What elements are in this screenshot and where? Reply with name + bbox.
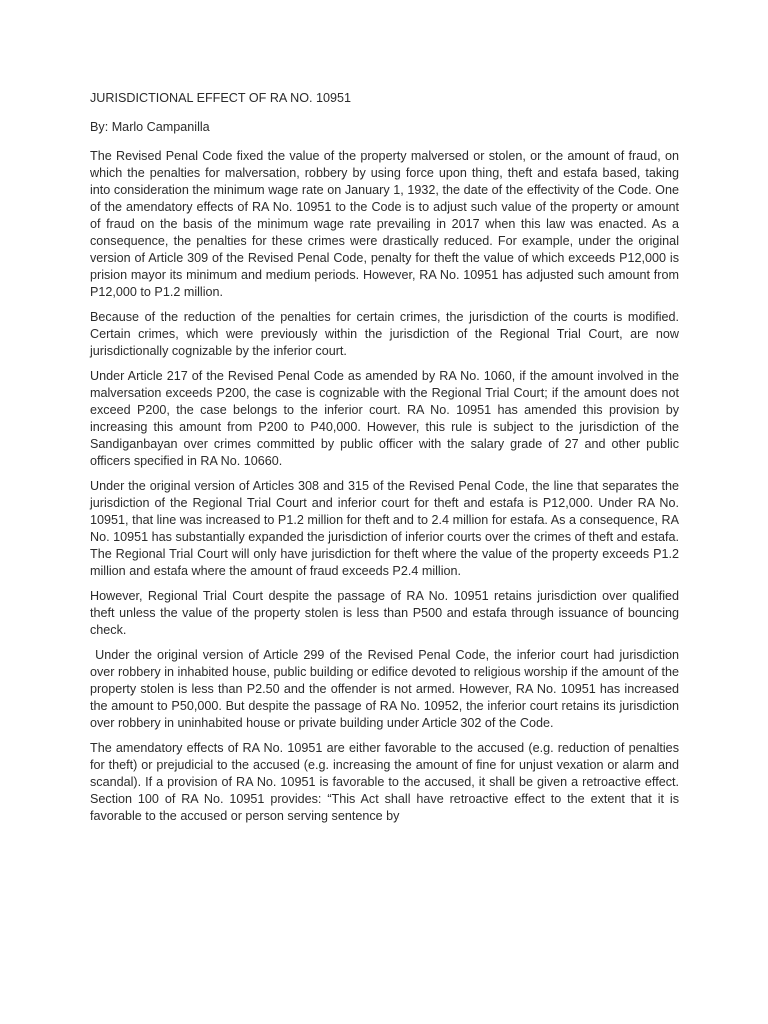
document-title: JURISDICTIONAL EFFECT OF RA NO. 10951 (90, 91, 352, 105)
paragraph-2: Because of the reduction of the penalties for certain crimes, the jurisdiction of the courts is modified. Certain crimes, which were previously within the jurisdiction of the Regional Trial Court, are now jurisdictionally cognizable by the inferior court. (90, 310, 679, 358)
paragraph-4: Under the original version of Articles 308 and 315 of the Revised Penal Code, the line that separates the jurisdiction of the Regional Trial Court and inferior court for theft and estafa is P12,000. Under RA No. 10951, that line was increased to P1.2 million for theft and to 2.4 million for estafa. As a consequence, RA No. 10951 has substantially expanded the jurisdiction of inferior courts over the crimes of theft and estafa. The Regional Trial Court will only have jurisdiction for theft where the value of the property exceeds P1.2 million and estafa where the amount of fraud exceeds P2.4 million. (90, 479, 679, 578)
paragraph-5: However, Regional Trial Court despite the passage of RA No. 10951 retains jurisdiction over qualified theft unless the value of the property stolen is less than P500 and estafa through issuance of bouncing check. (90, 589, 679, 637)
paragraph-6: Under the original version of Article 299 of the Revised Penal Code, the inferior court had jurisdiction over robbery in inhabited house, public building or edifice devoted to religious worship if the amount of the property stolen is less than P2.50 and the offender is not armed. However, RA No. 10951 has increased the amount to P50,000. But despite the passage of RA No. 10952, the inferior court retains its jurisdiction over robbery in uninhabited house or private building under Article 302 of the Code. (90, 648, 683, 730)
paragraph-3: Under Article 217 of the Revised Penal Code as amended by RA No. 1060, if the amount involved in the malversation exceeds P200, the case is cognizable with the Regional Trial Court; if the amount does not exceed P200, the case belongs to the inferior court. RA No. 10951 has amended this provision by increasing this amount from P200 to P40,000. However, this rule is subject to the jurisdiction of the Sandiganbayan over crimes committed by public officer with the salary grade of 27 and other public officers specified in RA No. 10660. (90, 369, 679, 468)
paragraph-7: The amendatory effects of RA No. 10951 are either favorable to the accused (e.g. reduction of penalties for theft) or prejudicial to the accused (e.g. increasing the amount of fine for unjust vexation or alarm and scandal). If a provision of RA No. 10951 is favorable to the accused, it shall be given a retroactive effect. Section 100 of RA No. 10951 provides: “This Act shall have retroactive effect to the extent that it is favorable to the accused or person serving sentence by (90, 741, 679, 823)
author-byline: By: Marlo Campanilla (90, 120, 210, 134)
document-body (90, 90, 683, 833)
paragraph-1: The Revised Penal Code fixed the value of the property malversed or stolen, or the amount of fraud, on which the penalties for malversation, robbery by using force upon thing, theft and estafa based, taking into consideration the minimum wage rate on January 1, 1932, the date of the effectivity of the Code. One of the amendatory effects of RA No. 10951 to the Code is to adjust such value of the property or amount of fraud on the basis of the minimum wage rate prevailing in 2017 when this law was enacted. As a consequence, the penalties for these crimes were drastically reduced. For example, under the original version of Article 309 of the Revised Penal Code, penalty for theft the value of which exceeds P12,000 is prision mayor its minimum and medium periods. However, RA No. 10951 has adjusted such amount from P12,000 to P1.2 million. (90, 149, 679, 299)
